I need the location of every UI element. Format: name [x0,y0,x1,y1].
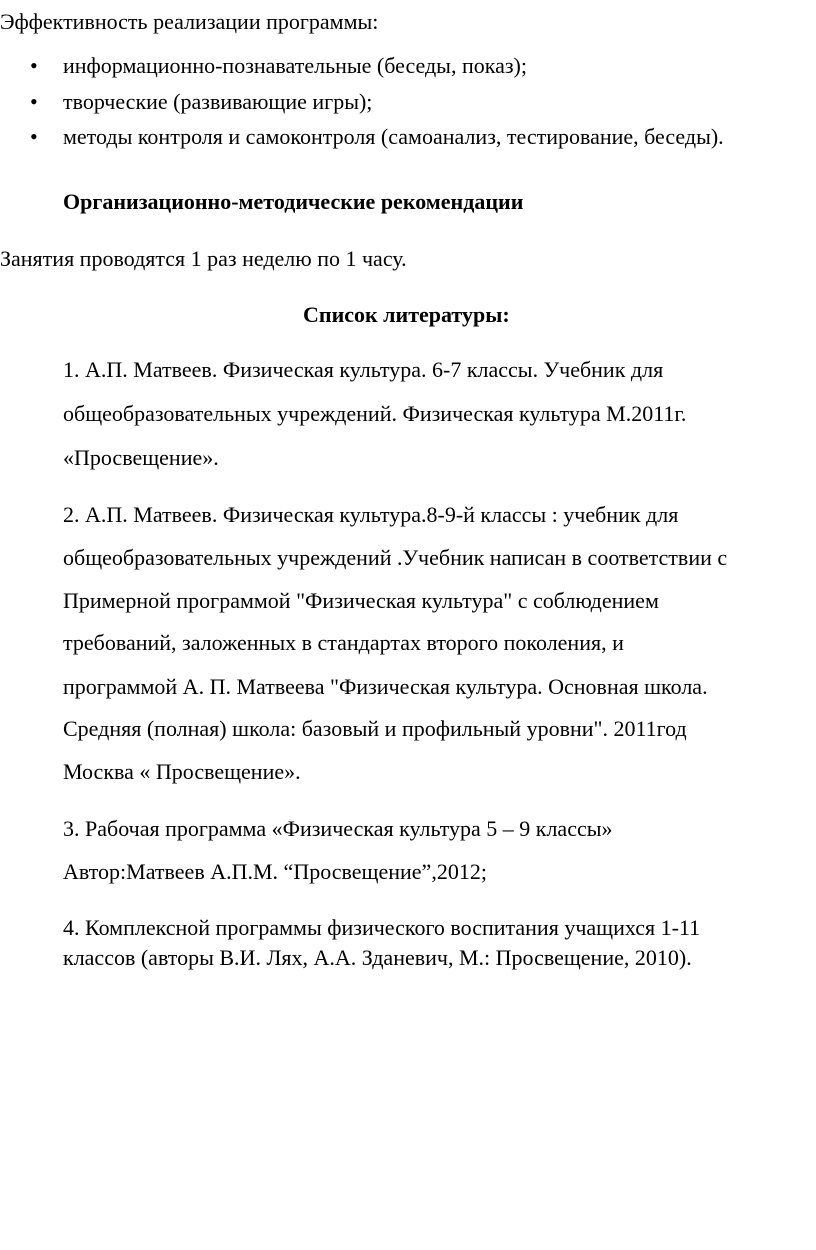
list-item-text: информационно-познавательные (беседы, показ); [63,53,527,78]
bullet-icon: • [30,53,38,78]
bullet-icon: • [30,124,38,149]
reference-1-line-1: 1. А.П. Матвеев. Физическая культура. 6-7 классы. Учебник для [63,357,664,382]
reference-1-line-2: общеобразовательных учреждений. Физическая культура М.2011г. [63,401,687,426]
list-item [30,53,527,79]
reference-2-line-6: Средняя (полная) школа: базовый и профильный уровни". 2011год [63,716,687,741]
list-item-text: творческие (развивающие игры); [63,89,373,114]
literature-heading: Список литературы: [303,302,510,327]
bullet-icon: • [30,89,38,114]
reference-2-line-5: программой А. П. Матвеева "Физическая культура. Основная школа. [63,674,708,699]
reference-4-line-1: 4. Комплексной программы физического воспитания учащихся 1-11 [63,915,701,940]
reference-2-line-2: общеобразовательных учреждений .Учебник написан в соответствии с [63,545,728,570]
effectiveness-intro: Эффективность реализации программы: [0,9,379,34]
reference-2-line-1: 2. А.П. Матвеев. Физическая культура.8-9-й классы : учебник для [63,502,679,527]
recommendations-text: Занятия проводятся 1 раз неделю по 1 часу. [0,246,407,271]
list-item-text: методы контроля и самоконтроля (самоанализ, тестирование, беседы). [63,124,724,149]
reference-3-line-2: Автор:Матвеев А.П.М. “Просвещение”,2012; [63,859,487,884]
recommendations-heading: Организационно-методические рекомендации [63,189,524,214]
reference-3-line-1: 3. Рабочая программа «Физическая культура 5 – 9 классы» [63,816,613,841]
reference-2-line-3: Примерной программой "Физическая культура" с соблюдением [63,588,659,613]
reference-1-line-3: «Просвещение». [63,445,219,470]
reference-2-line-7: Москва « Просвещение». [63,759,301,784]
reference-2-line-4: требований, заложенных в стандартах второго поколения, и [63,630,624,655]
list-item [30,89,372,115]
reference-4-line-2: классов (авторы В.И. Лях, А.А. Зданевич, М.: Просвещение, 2010). [63,945,692,970]
list-item [30,124,724,150]
